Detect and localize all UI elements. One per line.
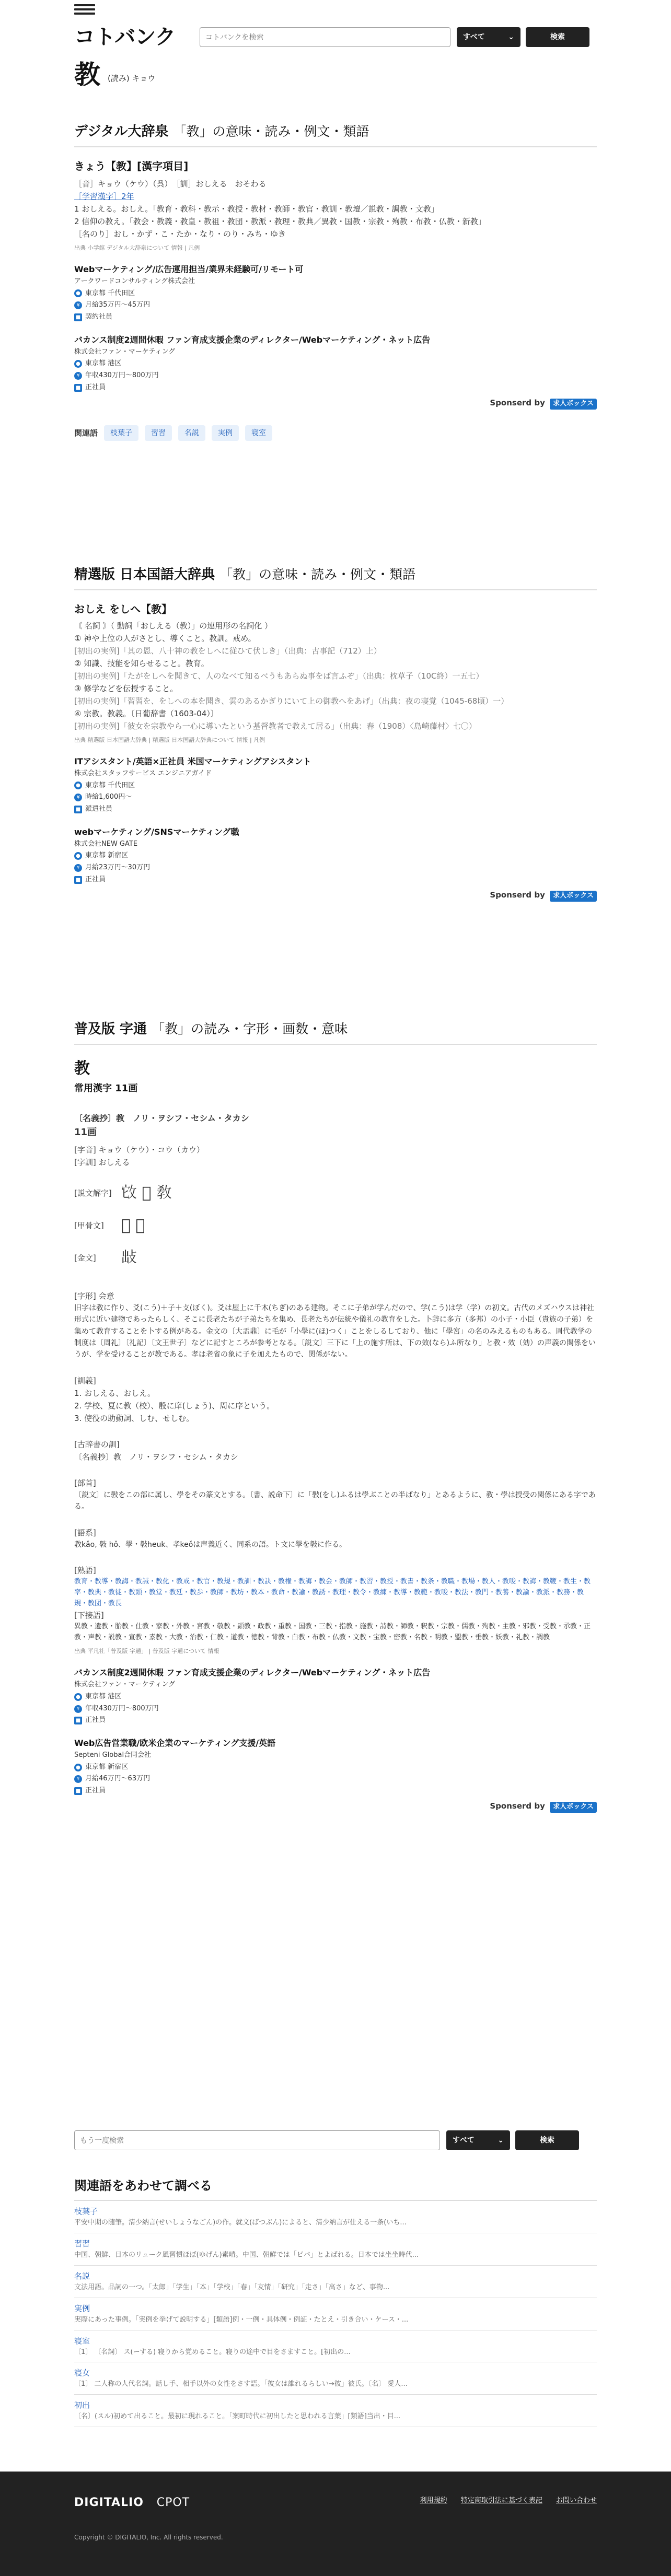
jitsu-on: [字音] キョウ（ケウ）・コウ（カウ）: [74, 1145, 204, 1155]
related-title: 関連語をあわせて調べる: [74, 2176, 597, 2201]
entry-line: ［音］キョウ（ケウ）（呉） ［訓］おしえる おそわる: [74, 179, 267, 189]
job-place: ● 東京都 港区: [74, 358, 597, 369]
yen-icon: ¥: [74, 1705, 82, 1713]
jitsu-kanji: 教: [74, 1059, 90, 1078]
kun-item: 2. 学校、夏に教（校）、殷に庠(しょう)、周に序という。: [74, 1401, 275, 1411]
search-input[interactable]: [200, 27, 450, 47]
footer-logo-2[interactable]: CPOT: [156, 2496, 190, 2509]
section-daijisen: [74, 121, 597, 441]
entry-line: ④ 宗教。教義。〔日葡辞書（1603-04）〕: [74, 708, 218, 718]
entry-example: [初出の実例]「習習を、をしへの本を聞き、雲のあるかぎりにいて上の御教へをあげ」（出典：夜の寝覚（1045-68頃）一）: [74, 696, 509, 706]
job-type: ■ 正社員: [74, 1786, 597, 1797]
location-pin-icon: ●: [74, 1764, 82, 1771]
yen-icon: ¥: [74, 1775, 82, 1783]
job-place: ● 東京都 千代田区: [74, 288, 597, 299]
jukugo-list[interactable]: 教育・教導・教誨・教誡・教化・教戒・教官・教規・教訓・教訣・教権・教誨・教会・教師・教習・教授・教書・教条・教職・教場・教人・教唆・教誨・教鞭・教生・教率・教典・教徒・教頭・教堂・教廷・教歩・教師・教坊・教本・教命・教諭・教誘・教理・教令・教練・教導・教範・教唆・教法・教門・教養・教論・教派・教務・教規・教団・教長: [74, 1577, 591, 1607]
script-row: [説文解字] 𢼊 𢽈 敎: [74, 1183, 172, 1202]
search-scope-label: すべて: [453, 2136, 475, 2144]
kyujin-box-logo[interactable]: 求人ボックス: [550, 1802, 597, 1813]
copyright: Copyright © DIGITALIO, Inc. All rights reserved.: [74, 2534, 223, 2542]
sponsor-note: Sponserd by 求人ボックス: [74, 1800, 597, 1813]
kun-heading: [訓義]: [74, 1376, 96, 1385]
job-pay: ¥ 月給23万円〜30万円: [74, 862, 597, 873]
footer-link[interactable]: 利用規約: [420, 2497, 447, 2504]
briefcase-icon: ■: [74, 313, 82, 321]
related-item-desc: 〔1〕 二人称の人代名詞。話し手、相手以外の女性をさす語。「彼女は誰れるらしい→彼」彼氏。〔名〕 愛人...: [74, 2380, 408, 2388]
section-title: 普及版 字通 「教」の読み・字形・画数・意味: [74, 1019, 597, 1045]
entry-heading: おしえ をしへ【教】: [74, 602, 172, 615]
related-tags: [74, 425, 597, 441]
job-type: ■ 正社員: [74, 1715, 597, 1726]
search-scope-label: すべて: [463, 32, 485, 41]
job-place: ● 東京都 新宿区: [74, 850, 597, 861]
related-item-desc: 平安中期の随筆。清少納言(せいしょうなごん)の作。就文(ばつぶん)によると、清少納言が仕える一条(いち...: [74, 2219, 407, 2227]
related-tag[interactable]: 寝室: [245, 425, 272, 441]
hamburger-menu-icon[interactable]: [74, 2, 95, 16]
location-pin-icon: ●: [74, 289, 82, 297]
search-scope-select-bottom[interactable]: [446, 2130, 510, 2150]
form-body: 旧字は教に作り、爻(こう)＋子＋攴(ぼく)。爻は屋上に千木(ちぎ)のある建物。そこに子弟が学んだので、学(こう)は学（学）の初文。古代のメズハウスは神社形式に近い建物であったらしく、そこに長老たちが子弟たちを集め、長老たちが伝統や儀礼の教育をした。卜辞に多方（多邦）の小子・小臣（貴族の子弟）を集めて教育することを卜する例がある。金文の〔大盂鼎〕に毛が「小學に(ほ)つく」ことをしるしており、他に「學宮」の名のみえるものもある。周代教学の制度は〔周礼〕〔礼記〕〔文王世子〕などに記すところが参考となる。〔説文〕三下に「上の施す所は、下の效(なら)ふ所なり」と教・效（効）の声義の関係をいうが、学を受けることが教である。孝は老省の象に子を加えたもので、関係がない。: [74, 1303, 596, 1359]
jitsu-kun: [字訓] おしえる: [74, 1157, 130, 1167]
location-pin-icon: ●: [74, 360, 82, 368]
bushu-heading: [部首]: [74, 1478, 96, 1488]
script-forms: [74, 1177, 597, 1274]
location-pin-icon: ●: [74, 782, 82, 789]
related-item-title[interactable]: 習習: [74, 2239, 90, 2249]
related-item-desc: 〔名〕(スル)初めて出ること。最初に現れること。「案町時代に初出したと思われる言葉」[類語]当出・目...: [74, 2412, 401, 2421]
related-item-title[interactable]: 枝葉子: [74, 2207, 98, 2217]
location-pin-icon: ●: [74, 852, 82, 860]
footer-link[interactable]: 特定商取引法に基づく表記: [460, 2497, 542, 2504]
source-note: 出典 小学館 デジタル大辞泉について 情報 | 凡例: [74, 244, 200, 251]
entry-line: ② 知識、技能を知らせること。教育。: [74, 658, 209, 668]
header: [74, 24, 597, 51]
job-company: 株式会社スタッフサービス エンジニアガイド: [74, 769, 212, 777]
job-company: 株式会社ファン・マーケティング: [74, 347, 176, 356]
jitsu-grade: 常用漢字 11画: [74, 1082, 138, 1094]
briefcase-icon: ■: [74, 1787, 82, 1795]
footer-links: [409, 2496, 597, 2507]
briefcase-icon: ■: [74, 876, 82, 884]
entry-line: 2 信仰の教え。「教会・教義・教皇・教祖・教団・教派・教理・教典／異教・国教・宗教・殉教・布教・仏教・新教」: [74, 216, 486, 226]
entry-example: [初出の実例]「其の恩、八十神の教をしへに従ひて伏しき」（出典：古事記（712）上）: [74, 646, 381, 656]
search-input-bottom[interactable]: [74, 2130, 440, 2150]
job-title[interactable]: webマーケティング/SNSマーケティング職: [74, 826, 239, 837]
job-title[interactable]: バカンス制度2週間休暇 ファン育成支援企業のディレクター/Webマーケティング・ネット広告: [74, 334, 431, 345]
job-place: ● 東京都 港区: [74, 1692, 597, 1703]
job-pay: ¥ 年収430万円〜800万円: [74, 1704, 597, 1715]
job-pay: ¥ 時給1,600円〜: [74, 792, 597, 803]
section-title: デジタル大辞泉 「教」の意味・読み・例文・類語: [74, 121, 597, 147]
related-item[interactable]: [74, 2298, 597, 2330]
search-scope-select[interactable]: [457, 27, 520, 47]
job-listing[interactable]: [74, 825, 597, 885]
search-bar-bottom: [74, 2130, 597, 2150]
job-company: 株式会社NEW GATE: [74, 840, 138, 848]
related-item-desc: 〔1〕 〔名詞〕 ス(ーする) 寝りから覚めること。寝りの途中で目をさますこと。[初出の...: [74, 2348, 351, 2356]
sponsor-note: Sponserd by 求人ボックス: [74, 889, 597, 902]
search-button[interactable]: 検索: [526, 27, 589, 47]
headword-reading: (読み) キョウ: [108, 74, 156, 83]
kago-list: 異教・遺教・胎教・仕教・家教・外教・宮教・敬教・顕教・政教・重教・国教・三教・指教・施教・詩教・師教・釈教・宗教・儒教・殉教・主教・邪教・受教・承教・正教・声教・説教・宣教・素教・大教・治教・仁教・道教・徳教・背教・白教・布教・仏教・文教・宝教・密教・名教・明教・盟教・垂教・妖教・礼教・調教: [74, 1623, 591, 1642]
source-note: 出典 平凡社「普及版 字通」 | 普及版 字通について 情報: [74, 1647, 219, 1654]
entry-line: 〘 名詞 〙（ 動詞「おしえる（教）」の連用形の名詞化 ）: [74, 621, 273, 631]
section-title: 精選版 日本国語大辞典 「教」の意味・読み・例文・類語: [74, 564, 597, 590]
related-item[interactable]: [74, 2233, 597, 2266]
footer-logo[interactable]: DIGITALIO: [74, 2496, 144, 2509]
related-item-title[interactable]: 寝室: [74, 2336, 90, 2346]
jukugo-heading: [熟語]: [74, 1565, 96, 1575]
old-dict-body: 〔名義抄〕教 ノリ・ヲシフ・セシム・タカシ: [74, 1452, 238, 1462]
job-title[interactable]: Webマーケティング/広告運用担当/業界未経験可/リモート可: [74, 264, 304, 275]
search-button-bottom[interactable]: 検索: [515, 2130, 579, 2150]
job-type: ■ 派遣社員: [74, 804, 597, 815]
briefcase-icon: ■: [74, 806, 82, 813]
job-company: アークワードコンサルティング株式会社: [74, 277, 195, 285]
gogen-heading: [語系]: [74, 1528, 96, 1537]
related-item-title[interactable]: 寝女: [74, 2368, 90, 2378]
section-jitsu: [74, 1019, 597, 1813]
chevron-down-icon: ⌄: [508, 32, 514, 41]
job-title[interactable]: ITアシスタント/英語×正社員 米国マーケティングアシスタント: [74, 756, 311, 767]
chevron-down-icon: ⌄: [498, 2136, 504, 2144]
related-item-title[interactable]: 実例: [74, 2303, 90, 2313]
source-note: 出典 精選版 日本国語大辞典 | 精選版 日本国語大辞典について 情報 | 凡例: [74, 736, 265, 743]
gogen-body: 教kǎo, 斅 hǒ、學・斅heuk、孝keǒは声義近く、同系の語。ト文に學を斅に作る。: [74, 1540, 347, 1549]
jitsu-strokes: 11画: [74, 1126, 97, 1138]
script-row: [金文] 𢼍: [74, 1248, 137, 1267]
job-type: ■ 正社員: [74, 382, 597, 393]
entry-body: [74, 178, 597, 240]
entry-line: ［名のり］おし・かず・こ・たか・なり・のり・みち・ゆき: [74, 229, 286, 239]
job-type: ■ 契約社員: [74, 312, 597, 323]
job-listing[interactable]: [74, 263, 597, 323]
form-heading: [字形] 会意: [74, 1291, 114, 1301]
entry-example: [初出の実例]「たがをしへを聞きて、人のなべて知るべうもあらぬ事をば言ふぞ」（出典：枕草子（10C終）一五七）: [74, 671, 484, 681]
related-item-desc: 中国、朝鮮、日本のリューク風習慣ほぼ(ゆげん)素晴。中国、朝鮮では「ピバ」とよばれる。日本では坐坐時代...: [74, 2251, 419, 2259]
job-pay: ¥ 月給35万円〜45万円: [74, 300, 597, 311]
entry-line: 1 おしえる。おしえ。「教育・教科・教示・教授・教材・教師・教官・教訓・教壇／説教・調教・文教」: [74, 204, 439, 214]
kago-heading: [下接語]: [74, 1611, 104, 1621]
kyujin-box-logo[interactable]: 求人ボックス: [550, 399, 597, 410]
job-place: ● 東京都 新宿区: [74, 1762, 597, 1773]
section-nikkoku: [74, 564, 597, 902]
kun-item: 1. おしえる、おしえ。: [74, 1388, 155, 1398]
kun-item: 3. 使役の助動詞、しむ、せしむ。: [74, 1413, 194, 1423]
related-item[interactable]: [74, 2395, 597, 2427]
footer: [0, 2472, 671, 2576]
job-listing[interactable]: [74, 1666, 597, 1726]
yen-icon: ¥: [74, 864, 82, 872]
entry-example: [初出の実例]「彼女を宗教やら一心に導いたという基督教者で教えて居る」（出典：春（1908）〈島崎藤村〉七〇）: [74, 721, 477, 731]
job-company: 株式会社ファン・マーケティング: [74, 1681, 176, 1689]
entry-body: [74, 620, 597, 732]
related-item[interactable]: [74, 2266, 597, 2298]
job-title[interactable]: バカンス制度2週間休暇 ファン育成支援企業のディレクター/Webマーケティング・ネット広告: [74, 1668, 431, 1678]
job-pay: ¥ 年収430万円〜800万円: [74, 370, 597, 381]
related-tag[interactable]: 実例: [212, 425, 239, 441]
related-tag[interactable]: 名説: [178, 425, 205, 441]
jitsu-old: 〔名義抄〕教 ノリ・ヲシフ・セシム・タカシ: [74, 1113, 249, 1124]
sponsor-note: Sponserd by 求人ボックス: [74, 397, 597, 410]
related-tag[interactable]: 枝葉子: [104, 425, 138, 441]
location-pin-icon: ●: [74, 1693, 82, 1701]
job-place: ● 東京都 千代田区: [74, 780, 597, 791]
entry-line: ③ 修学などを伝授すること。: [74, 683, 178, 693]
kyujin-box-logo[interactable]: 求人ボックス: [550, 891, 597, 902]
site-logo[interactable]: コトバンク: [74, 25, 176, 49]
related-item-title[interactable]: 名説: [74, 2271, 90, 2281]
related-words: [74, 2176, 597, 2427]
related-item[interactable]: [74, 2330, 597, 2363]
job-pay: ¥ 月給46万円〜63万円: [74, 1774, 597, 1785]
related-item-desc: 文法用語。品詞の一つ。「太郎」「学生」「本」「学校」「春」「友情」「研究」「走さ」「高さ」など、事物...: [74, 2283, 390, 2291]
related-item-title[interactable]: 初出: [74, 2400, 90, 2410]
job-type: ■ 正社員: [74, 875, 597, 885]
script-row: [甲骨文] 𢻊 𢻬: [74, 1216, 145, 1234]
bushu-body: 〔説文〕に斅をこの部に属し、學をその篆文とする。〔書、説命下〕に「斅(をし)ふるは學ぶことの半ばなり」とあるように、教・學は授受の関係にある字である。: [74, 1490, 596, 1511]
entry-heading: きょう【教】[漢字項目]: [74, 159, 189, 172]
job-company: Septeni Global合同会社: [74, 1751, 152, 1759]
entry-line: ① 神や上位の人がさとし、導くこと。教訓。戒め。: [74, 633, 256, 643]
job-title[interactable]: Web広告営業職/欧米企業のマーケティング支援/英語: [74, 1738, 276, 1749]
job-listing[interactable]: [74, 1736, 597, 1797]
related-tags-label: 関連語: [74, 428, 98, 438]
entry-line-link[interactable]: ［学習漢字］2年: [74, 191, 134, 201]
footer-link[interactable]: お問い合わせ: [556, 2497, 597, 2504]
related-item[interactable]: [74, 2362, 597, 2395]
headword-kanji: 教: [74, 60, 100, 90]
yen-icon: ¥: [74, 794, 82, 801]
related-tag[interactable]: 習習: [145, 425, 172, 441]
yen-icon: ¥: [74, 372, 82, 380]
yen-icon: ¥: [74, 301, 82, 309]
old-dict-heading: [古辞書の訓]: [74, 1439, 120, 1449]
related-item[interactable]: [74, 2201, 597, 2233]
headword: [74, 62, 155, 88]
briefcase-icon: ■: [74, 384, 82, 392]
related-item-desc: 実際にあった事例。「実例を挙げて説明する」[類語]例・一例・具体例・例証・たとえ・引き合い・ケース・...: [74, 2315, 409, 2324]
job-listing[interactable]: [74, 333, 597, 393]
briefcase-icon: ■: [74, 1717, 82, 1724]
job-listing[interactable]: [74, 755, 597, 815]
